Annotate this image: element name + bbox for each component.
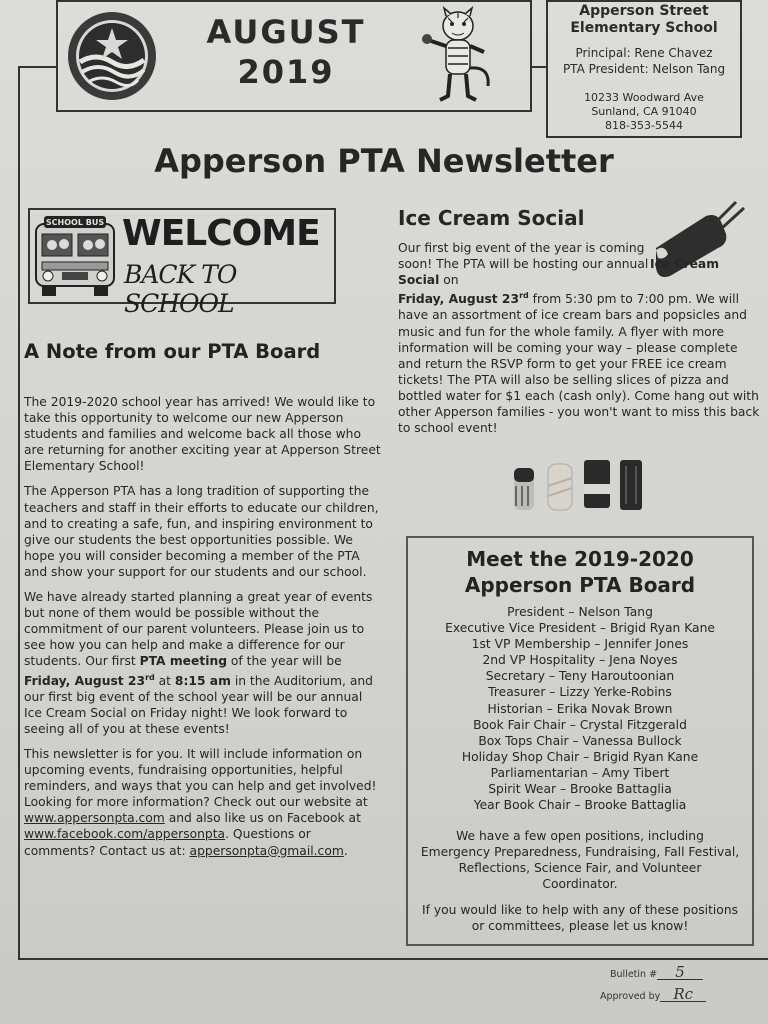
approved-label: Approved by — [600, 991, 661, 1002]
ice-cream-date-sup: rd — [519, 291, 529, 301]
note-p3-text-e: at — [154, 673, 175, 688]
welcome-text: WELCOME — [122, 213, 320, 254]
note-p3-date-text: Friday, August 23 — [24, 673, 146, 688]
note-p4-text-c: . Questions or comments? Contact us at: — [24, 827, 311, 858]
board-member-list — [406, 604, 754, 813]
note-paragraph-4 — [24, 746, 384, 859]
ice-cream-bold-event: Ice Cream Social — [398, 257, 720, 288]
address-line1: 10233 Woodward Ave — [584, 91, 704, 104]
email-link[interactable]: appersonpta@gmail.com — [189, 843, 344, 858]
approved-initials: Rc — [660, 987, 706, 1002]
bulletin-label: Bulletin # — [610, 969, 658, 980]
note-paragraph-2: The Apperson PTA has a long tradition of supporting the teachers and staff in their efforts to educate our children, and to creating a safe, fun, and inspiring environment to give our students the best opportunities possible. We hope you will consider becoming a member of the PTA and show your support for our students and our school. — [24, 484, 379, 579]
board-member: President – Nelson Tang — [507, 605, 653, 619]
board-title — [406, 546, 754, 598]
note-p3-time: 8:15 am — [174, 673, 231, 688]
board-member: Spirit Wear – Brooke Battaglia — [488, 782, 672, 797]
note-p4-text-b: and also like us on Facebook at — [164, 811, 361, 826]
address-line2: Sunland, CA 91040 — [591, 105, 697, 118]
ice-cream-paragraph — [398, 240, 760, 436]
frame-line-left-top — [18, 66, 58, 68]
bulletin-approval-stamp — [600, 963, 740, 1008]
note-p3-text-g: in the Auditorium, and our first big event of the school year will be our annual Ice Cream Social on Friday night! We look forward to seeing all of you at these events! — [24, 673, 373, 736]
frame-line-bottom — [18, 958, 768, 960]
board-member: Parliamentarian – Amy Tibert — [490, 765, 670, 780]
bus-sign-text: SCHOOL BUS — [45, 218, 105, 227]
school-seal-logo — [66, 10, 158, 102]
help-note-text: If you would like to help with any of these positions or committees, please let us know! — [421, 903, 739, 934]
bulletin-line — [610, 964, 740, 986]
board-member: Year Book Chair – Brooke Battaglia — [473, 798, 687, 813]
open-positions-text: We have a few open positions, including Emergency Preparedness, Fundraising, Fall Festival, Reflections, Science Fair, and Volunteer Coordinator. — [420, 829, 740, 892]
note-p3-text-a: We have already started planning a great year of events but none of them would be possible without the commitment of our parent volunteers. Please join us to see how you can help and make a difference for our students. Our first — [24, 590, 373, 669]
board-member: 1st VP Membership – Jennifer Jones — [471, 637, 689, 652]
facebook-link[interactable]: www.facebook.com/appersonpta — [24, 827, 226, 842]
phone-text: 818-353-5544 — [605, 119, 683, 132]
school-name-line1: Apperson Street — [579, 3, 709, 19]
website-link[interactable]: www.appersonpta.com — [24, 811, 165, 826]
ice-cream-date-text: Friday, August 23 — [398, 292, 520, 307]
school-info-box — [546, 0, 742, 138]
board-title-line2: Apperson PTA Board — [464, 573, 696, 597]
ice-cream-text-1: Our first big event of the year is coming soon! The PTA will be hosting our annual — [398, 241, 649, 272]
board-member: Secretary – Teny Haroutoonian — [485, 669, 675, 684]
popsicles-icon — [508, 456, 648, 514]
note-heading: A Note from our PTA Board — [24, 340, 321, 363]
bulletin-number: 5 — [657, 965, 703, 980]
ice-cream-text-5: from 5:30 pm to 7:00 pm. We will have an assortment of ice cream bars and popsicles and music and fun for the whole family. A flyer with more information will be coming your way – please complete and return the RSVP form to get your FREE ice cream tickets! The PTA will also be selling slices of pizza and bottled water for $1 each (cash only). Come hang out with other Apperson families - you won't want to miss this back to school event! — [398, 292, 760, 436]
month-label — [196, 12, 376, 92]
note-p3-date — [24, 674, 155, 688]
board-title-line1: Meet the 2019-2020 — [466, 547, 694, 571]
ice-cream-date — [398, 292, 529, 306]
ice-cream-body — [398, 240, 760, 436]
note-p3-pta-meeting: PTA meeting — [139, 654, 227, 669]
note-body — [24, 394, 384, 868]
note-p3-text-c: of the year will be — [227, 654, 342, 669]
principal-text: Principal: Rene Chavez — [575, 46, 713, 60]
board-member: Historian – Erika Novak Brown — [487, 701, 673, 716]
note-p3-date-sup: rd — [145, 672, 155, 682]
ice-cream-text-3: on — [439, 273, 459, 288]
note-paragraph-3 — [24, 589, 384, 737]
newsletter-title: Apperson PTA Newsletter — [154, 142, 614, 180]
back-to-school-text: BACK TO SCHOOL — [124, 260, 237, 318]
board-member: Book Fair Chair – Crystal Fitzgerald — [473, 717, 687, 732]
school-bus-icon — [32, 214, 118, 298]
ice-cream-heading: Ice Cream Social — [398, 206, 585, 230]
board-member: 2nd VP Hospitality – Jena Noyes — [482, 653, 678, 668]
frame-line-left — [18, 66, 20, 960]
note-p4-text-a: This newsletter is for you. It will include information on upcoming events, fundraising opportunities, helpful reminders, and ways that you can help and get involved! Looking for more information? Check out our website at — [24, 746, 377, 810]
pta-president-text: PTA President: Nelson Tang — [562, 62, 726, 76]
board-member: Treasurer – Lizzy Yerke-Robins — [488, 685, 672, 700]
year-text: 2019 — [237, 53, 335, 91]
school-name-line2: Elementary School — [570, 20, 718, 36]
board-member: Holiday Shop Chair – Brigid Ryan Kane — [461, 749, 699, 764]
approved-line — [600, 986, 740, 1008]
tiger-mascot-icon — [418, 6, 496, 106]
month-text: AUGUST — [206, 13, 366, 51]
board-member: Box Tops Chair – Vanessa Bullock — [478, 733, 682, 748]
board-member: Executive Vice President – Brigid Ryan Kane — [445, 621, 715, 636]
note-paragraph-1: The 2019-2020 school year has arrived! We would like to take this opportunity to welcome our new Apperson students and families and welcome back all those who are returning for another exciting year at Apperson Street Elementary School! — [24, 395, 381, 474]
note-p4-text-d: . — [343, 843, 348, 858]
